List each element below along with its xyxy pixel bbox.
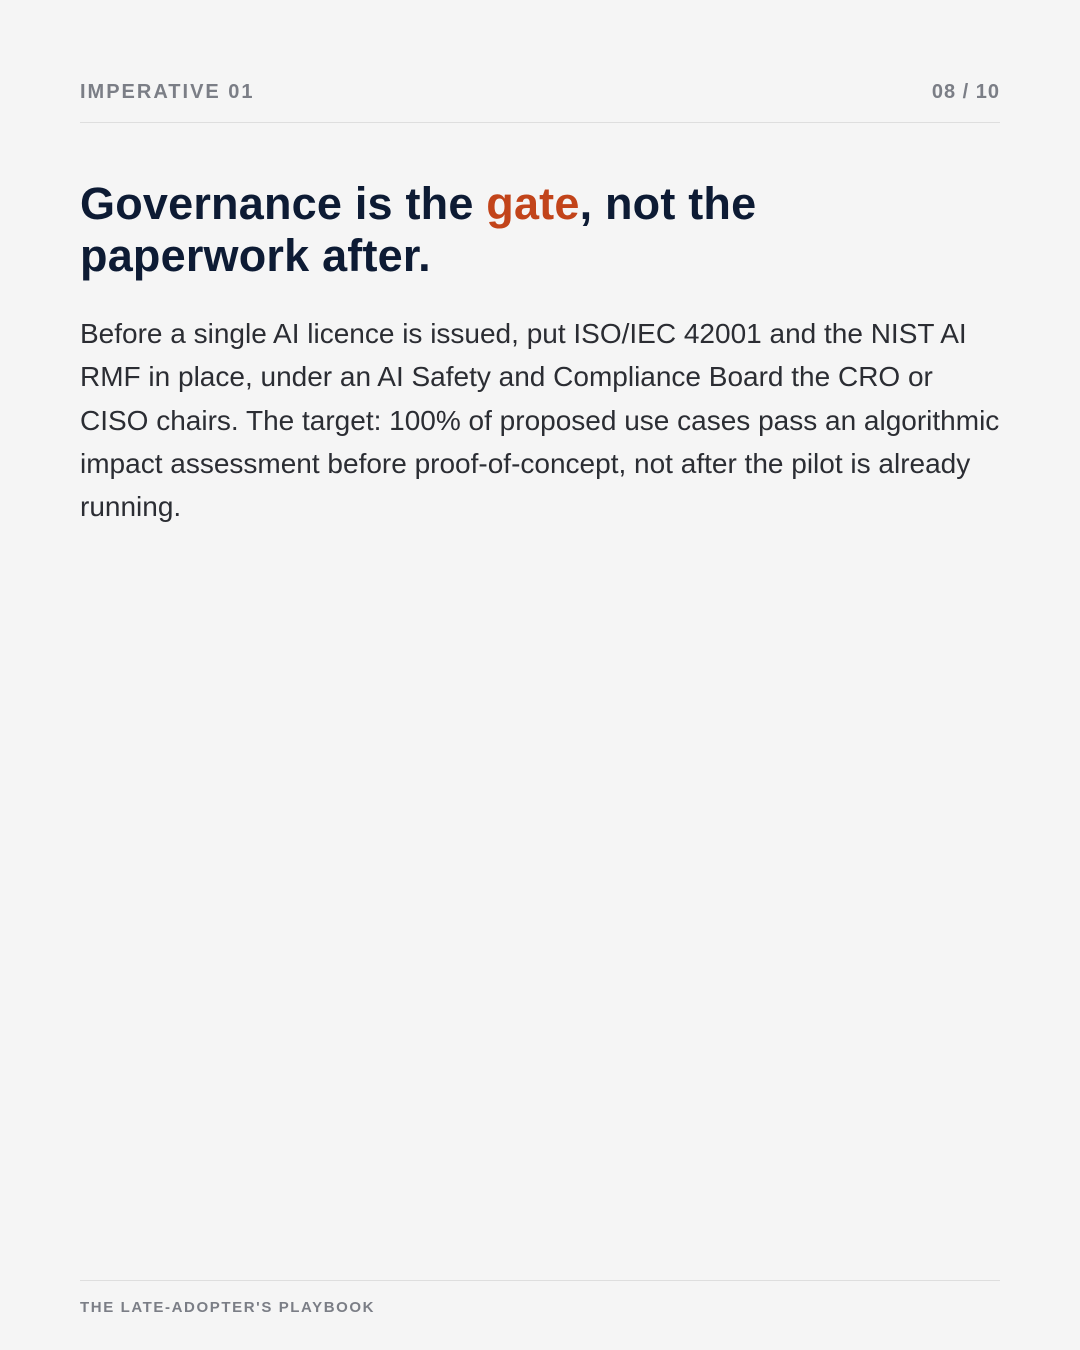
body-paragraph: Before a single AI licence is issued, put ISO/IEC 42001 and the NIST AI RMF in place, under an AI Safety and Compliance Board the CRO or CISO chairs. The target: 100% of proposed use cases pass an algorithmic impact assessment before proof-of-concept, not after the pilot is already running. xyxy=(80,318,1000,523)
headline-tail: , not the paperwork after. xyxy=(80,178,757,281)
headline-accent-word: gate xyxy=(486,178,580,229)
page-counter: 08 / 10 xyxy=(931,81,1000,103)
slide-footer xyxy=(80,1280,1000,1319)
headline-lead: Governance is the xyxy=(80,178,487,229)
section-eyebrow: IMPERATIVE 01 xyxy=(80,81,255,103)
headline xyxy=(80,178,840,282)
footer-series-title: THE LATE-ADOPTER'S PLAYBOOK xyxy=(80,1299,376,1316)
slide-header xyxy=(80,78,1000,123)
